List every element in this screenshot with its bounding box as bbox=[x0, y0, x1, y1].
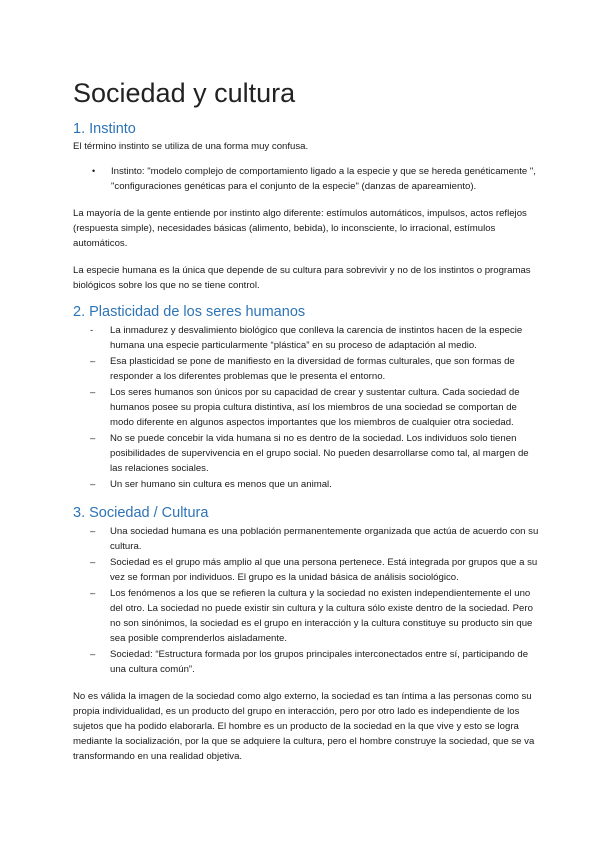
dash-marker: – bbox=[90, 649, 96, 660]
list-item bbox=[73, 354, 540, 384]
section-intro: El término instinto se utiliza de una forma muy confusa. bbox=[73, 141, 309, 152]
dash-marker: – bbox=[90, 433, 96, 444]
list-item bbox=[73, 586, 540, 646]
dash-marker: – bbox=[90, 479, 96, 490]
bullet-marker: • bbox=[92, 166, 96, 176]
list-item-text: Los fenómenos a los que se refieren la cultura y la sociedad no existen independientemente el uno del otro. La sociedad no puede existir sin cultura y la cultura sólo existe dentro de la sociedad. Pero no son sinónimos, la sociedad es el grupo en interacción y la cultura constituye su producto sin que sea posible comprenderlos aisladamente. bbox=[110, 588, 533, 644]
list-item-text: Sociedad: “Estructura formada por los grupos principales interconectados entre sí, participando de una cultura común”. bbox=[110, 649, 529, 675]
list-item bbox=[73, 431, 540, 476]
list-item-text: Un ser humano sin cultura es menos que un animal. bbox=[110, 479, 332, 490]
dash-marker: – bbox=[90, 387, 96, 398]
paragraph: No es válida la imagen de la sociedad como algo externo, la sociedad es tan íntima a las personas como su propia individualidad, es un producto del grupo en interacción, pero por otro lado es independiente de los sujetos que ha podido elaborarla. El hombre es un producto de la sociedad en la que vive y esto se logra mediante la socialización, por la que se adquiere la cultura, pero el hombre construye la sociedad, que se va transformando en una realidad objetiva. bbox=[73, 691, 535, 762]
paragraph: La mayoría de la gente entiende por instinto algo diferente: estímulos automáticos, impulsos, actos reflejos (respuesta simple), necesidades básicas (alimento, bebida), lo inconsciente, lo irracional, estímulos automáticos. bbox=[73, 208, 527, 249]
dash-list bbox=[73, 323, 540, 492]
list-item-text: No se puede concebir la vida humana si no es dentro de la sociedad. Los individuos solo tienen posibilidades de supervivencia en el grupo social. No pueden desarrollarse como tal, al margen de las relaciones sociales. bbox=[110, 433, 529, 474]
section-heading-sociedad-cultura: 3. Sociedad / Cultura bbox=[73, 505, 209, 521]
list-item-text: La inmadurez y desvalimiento biológico que conlleva la carencia de instintos hacen de la especie humana una especie particularmente “plástica” en su proceso de adaptación al medio. bbox=[110, 325, 523, 351]
dash-marker: – bbox=[90, 356, 96, 367]
list-item-text: Instinto: "modelo complejo de comportamiento ligado a la especie y que se hereda genéticamente ", "configuraciones genéticas para el conjunto de la especie" (danzas de apareamiento). bbox=[111, 166, 536, 192]
list-item bbox=[73, 164, 540, 194]
list-item bbox=[73, 524, 540, 554]
section-heading-plasticidad: 2. Plasticidad de los seres humanos bbox=[73, 304, 306, 320]
list-item bbox=[73, 477, 540, 492]
list-item bbox=[73, 323, 540, 353]
list-item-text: Esa plasticidad se pone de manifiesto en la diversidad de formas culturales, que son formas de responder a los diferentes problemas que le presenta el entorno. bbox=[110, 356, 515, 382]
section-heading-instinto: 1. Instinto bbox=[73, 121, 136, 137]
dash-marker: – bbox=[90, 557, 96, 568]
list-item bbox=[73, 647, 540, 677]
bullet-list bbox=[73, 164, 540, 194]
document-title: Sociedad y cultura bbox=[73, 78, 296, 108]
dash-marker: – bbox=[90, 588, 96, 599]
list-item-text: Sociedad es el grupo más amplio al que una persona pertenece. Está integrada por grupos que a su vez se forman por individuos. El grupo es la unidad básica de análisis sociológico. bbox=[110, 557, 538, 583]
list-item-text: Una sociedad humana es una población permanentemente organizada que actúa de acuerdo con su cultura. bbox=[110, 526, 539, 552]
list-item-text: Los seres humanos son únicos por su capacidad de crear y sustentar cultura. Cada sociedad de humanos posee su propia cultura distintiva, así los miembros de una sociedad se comportan de modo diferente en algunos aspectos importantes que los miembros de cualquier otra sociedad. bbox=[110, 387, 520, 428]
dash-list bbox=[73, 524, 540, 677]
paragraph: La especie humana es la única que depende de su cultura para sobrevivir y no de los instintos o programas biológicos sobre los que no se tiene control. bbox=[73, 265, 531, 291]
dash-marker: - bbox=[90, 325, 94, 336]
dash-marker: – bbox=[90, 526, 96, 537]
list-item bbox=[73, 385, 540, 430]
list-item bbox=[73, 555, 540, 585]
